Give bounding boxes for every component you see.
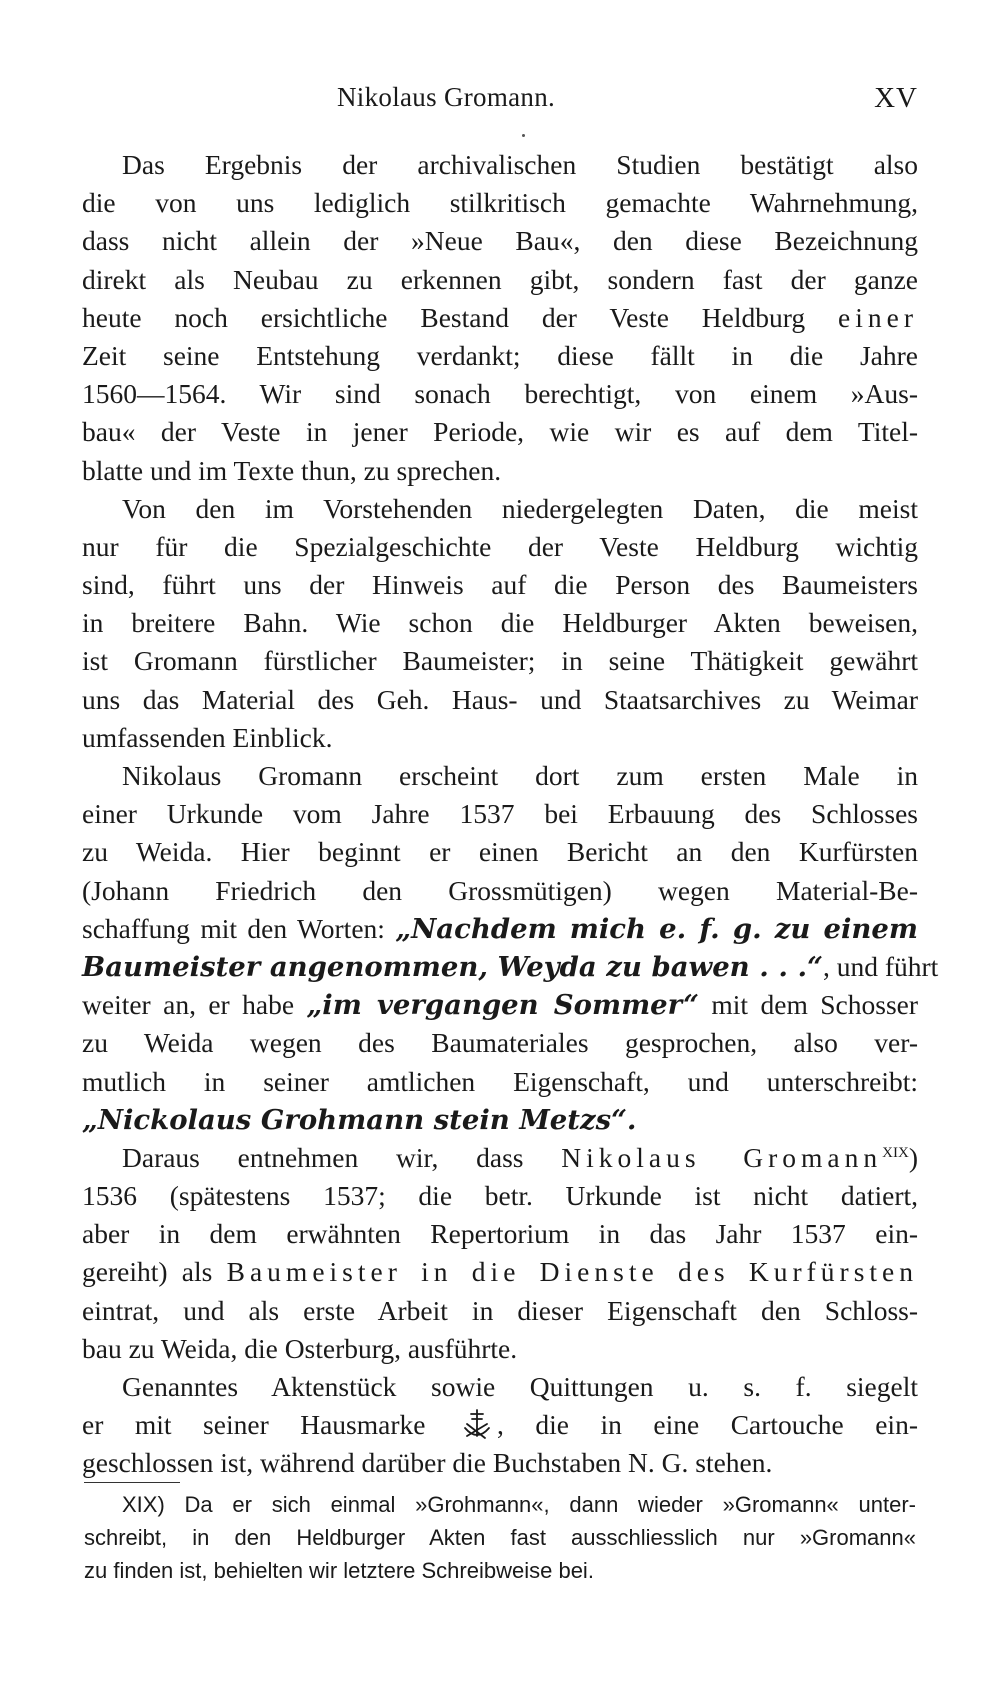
text-line: 1536 (spätestens 1537; die betr. Urkunde ist nicht datiert, (82, 1180, 918, 1212)
footnote-line: schreibt, in den Heldburger Akten fast ausschliesslich nur »Gromann« (84, 1525, 916, 1550)
text-line: Von den im Vorstehenden niedergelegten Daten, die meist (122, 492, 918, 524)
text-fragment: schaffung mit den Worten: (82, 912, 385, 944)
text-line: die von uns lediglich stilkritisch gemachte Wahrnehmung, (82, 187, 918, 219)
text-line: 1560—1564. Wir sind sonach berechtigt, von einem »Aus- (82, 378, 918, 410)
page-header (82, 82, 918, 122)
footnote (84, 1488, 916, 1587)
housemark-icon (461, 1408, 493, 1442)
text-line: Zeit seine Entstehung verdankt; diese fällt in die Jahre (82, 339, 918, 371)
text-fragment: Da er sich einmal »Grohmann«, dann wieder »Gromann« unter- (184, 1492, 916, 1517)
text-fragment: , und führt (822, 950, 939, 982)
text-fragment: mit dem Schosser (711, 989, 919, 1021)
text-line: einer Urkunde vom Jahre 1537 bei Erbauung des Schlosses (82, 798, 918, 830)
emphasized-word: einer (838, 301, 918, 333)
footnote-rule (84, 1482, 180, 1483)
text-line: zu Weida. Hier beginnt er einen Bericht an den Kurfürsten (82, 836, 918, 868)
text-line: Nikolaus Gromann erscheint dort zum ersten Male in (122, 760, 918, 791)
emphasized-phrase: Baumeister in die Dienste des Kurfürsten (226, 1256, 919, 1288)
text-fragment: Daraus entnehmen wir, dass (122, 1141, 524, 1173)
text-line (82, 986, 918, 1024)
body-text (82, 146, 939, 1483)
text-line: bau« der Veste in jener Periode, wie wir es auf dem Titel- (82, 416, 918, 448)
footnote-marker: XIX) (122, 1492, 165, 1517)
running-title: Nikolaus Gromann. (337, 82, 556, 112)
text-line: uns das Material des Geh. Haus- und Staatsarchives zu Weimar (82, 683, 918, 715)
paragraph-3 (82, 757, 939, 1139)
paragraph-1 (82, 146, 918, 490)
text-line: in breitere Bahn. Wie schon die Heldburger Akten beweisen, (82, 607, 918, 639)
text-line (82, 948, 939, 986)
text-line: Das Ergebnis der archivalischen Studien bestätigt also (122, 149, 918, 180)
text-line (82, 1253, 918, 1291)
paragraph-2 (82, 490, 918, 757)
text-line: aber in dem erwähnten Repertorium in das Jahr 1537 ein- (82, 1218, 918, 1250)
text-line: direkt als Neubau zu erkennen gibt, sondern fast der ganze (82, 263, 918, 295)
printer-dot (522, 134, 525, 137)
emphasized-name: Nikolaus Gromann (561, 1141, 883, 1173)
text-fragment: , die in eine Cartouche ein- (496, 1409, 918, 1441)
text-fragment: gereiht) als (82, 1256, 213, 1288)
text-line: mutlich in seiner amtlichen Eigenschaft, und unterschreibt: (82, 1065, 918, 1097)
text-fragment: weiter an, er habe (82, 989, 295, 1021)
text-line (82, 1101, 918, 1139)
text-line: ist Gromann fürstlicher Baumeister; in seine Thätigkeit gewährt (82, 645, 918, 677)
text-line: eintrat, und als erste Arbeit in dieser Eigenschaft den Schloss- (82, 1294, 918, 1326)
paragraph-4 (82, 1139, 918, 1368)
text-line: nur für die Spezialgeschichte der Veste Heldburg wichtig (82, 530, 918, 562)
text-line: (Johann Friedrich den Grossmütigen) wegen Material-Be- (82, 874, 918, 906)
footnote-reference[interactable]: XIX (882, 1144, 909, 1161)
text-line: sind, führt uns der Hinweis auf die Person des Baumeisters (82, 569, 918, 601)
footnote-line: zu finden ist, behielten wir letztere Schreibweise bei. (84, 1558, 594, 1583)
text-line: umfassenden Einblick. (82, 721, 333, 753)
fraktur-quote: Baumeister angenommen, Weyda zu bawen . . .“ (82, 950, 823, 983)
text-line: bau zu Weida, die Osterburg, ausführte. (82, 1332, 518, 1364)
text-line (82, 299, 918, 337)
fraktur-quote: „im vergangen Sommer“ (306, 989, 699, 1022)
text-line: blatte und im Texte thun, zu sprechen. (82, 454, 502, 486)
fraktur-signature: „Nickolaus Grohmann stein Metzs“. (82, 1103, 637, 1136)
text-fragment: heute noch ersichtliche Bestand der Veste Heldburg (82, 301, 806, 333)
text-line (82, 1139, 918, 1177)
fraktur-quote: „Nachdem mich e. f. g. zu einem (395, 912, 918, 945)
text-line (82, 1406, 918, 1444)
text-line: geschlossen ist, während darüber die Buchstaben N. G. stehen. (82, 1447, 773, 1479)
text-line (82, 910, 918, 948)
text-fragment: er mit seiner Hausmarke (82, 1409, 426, 1441)
footnote-line (84, 1488, 916, 1521)
text-line: dass nicht allein der »Neue Bau«, den diese Bezeichnung (82, 225, 918, 257)
paragraph-5 (82, 1368, 918, 1483)
text-line: zu Weida wegen des Baumateriales gesprochen, also ver- (82, 1027, 918, 1059)
text-line: Genanntes Aktenstück sowie Quittungen u. s. f. siegelt (122, 1371, 918, 1402)
text-fragment: ) (908, 1141, 918, 1173)
page-number: XV (874, 82, 918, 114)
